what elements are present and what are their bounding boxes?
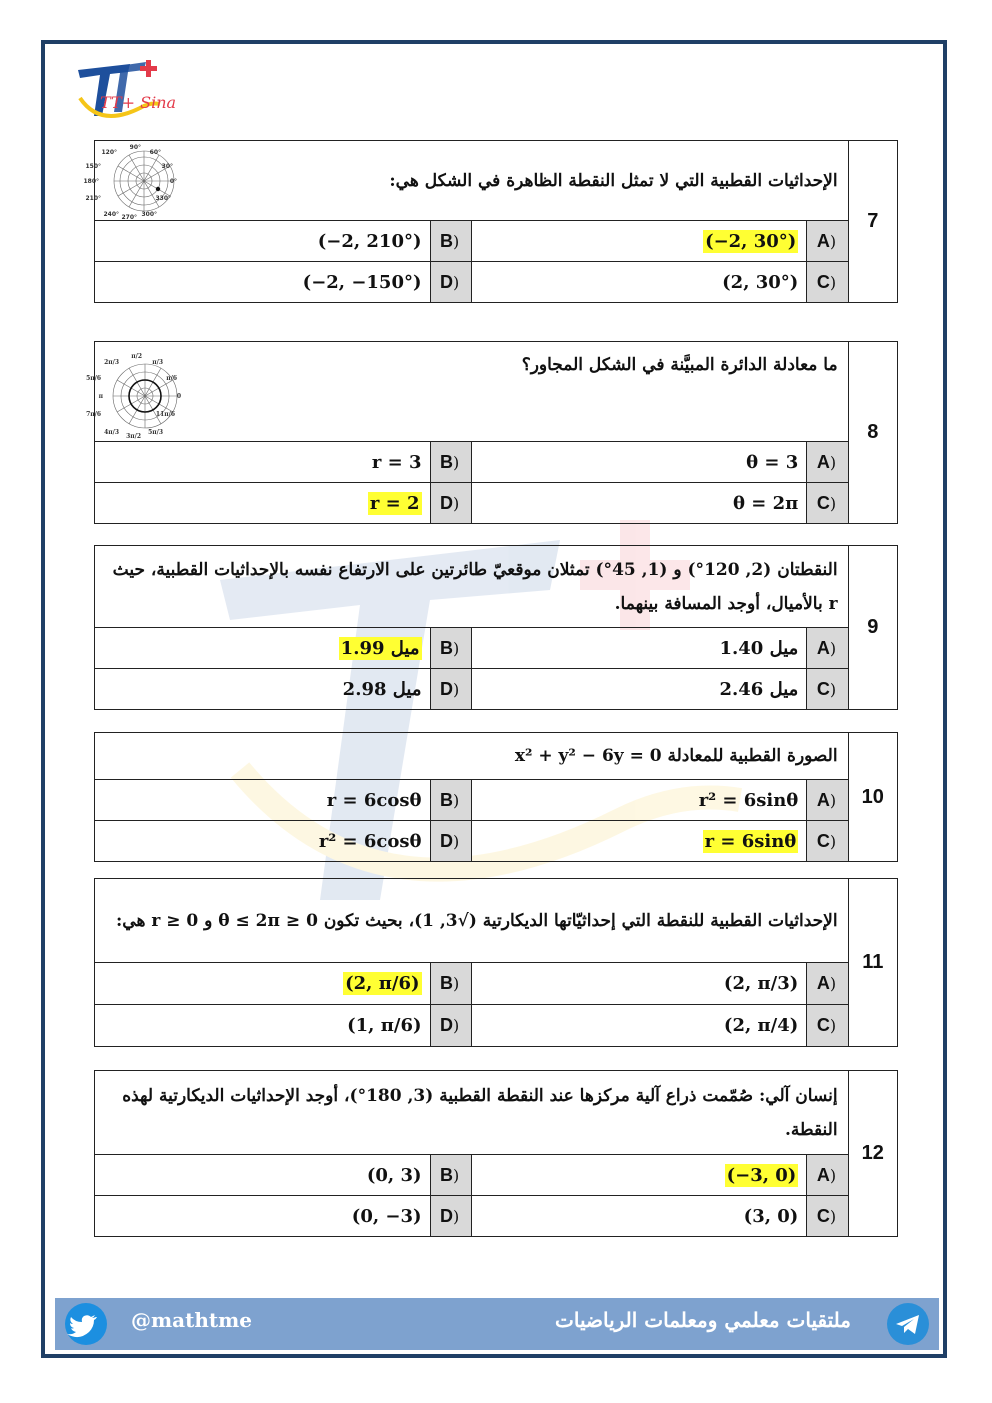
polar-grid-figure — [83, 143, 191, 221]
question-number: 7 — [848, 141, 897, 303]
angle-label: 11π/6 — [155, 411, 175, 418]
option-b[interactable]: (−2, 210°) — [95, 221, 431, 262]
angle-label: 300° — [141, 211, 157, 218]
question-text: الصورة القطبية للمعادلة x² + y² − 6y = 0 — [95, 733, 849, 780]
question-text: النقطتان (2, 120°) و (1, 45°) تمثلان موقعيّ طائرتين على الارتفاع نفسه بالإحداثيات القطبية، حيث r بالأميال، أوجد المسافة بينهما. — [95, 546, 849, 628]
option-c[interactable]: 2.46 ميل — [471, 669, 807, 710]
correct-answer-highlight: r = 6sinθ — [704, 830, 797, 852]
option-label-b: B) — [430, 628, 471, 669]
angle-label: 60° — [149, 149, 161, 156]
logo-text: TT+ Sina — [100, 93, 177, 112]
option-label-d: D) — [430, 1005, 471, 1047]
question-11 — [94, 878, 898, 1047]
option-label-c: C) — [807, 669, 848, 710]
correct-answer-highlight: (2, π/6) — [345, 973, 420, 994]
option-d[interactable]: (0, −3) — [95, 1196, 431, 1237]
polar-circle-figure — [86, 344, 193, 440]
correct-answer-highlight: r = 2 — [369, 492, 420, 514]
angle-label: 5π/3 — [148, 429, 163, 436]
option-label-a: A) — [807, 442, 848, 483]
option-label-a: A) — [807, 221, 848, 262]
option-label-d: D) — [430, 483, 471, 524]
option-c[interactable] — [471, 821, 807, 862]
angle-label: π/6 — [166, 375, 177, 382]
option-label-a: A) — [807, 1155, 848, 1196]
question-text: ما معادلة الدائرة المبيَّنة في الشكل المجاور؟ — [521, 355, 838, 375]
correct-answer-highlight: (−2, 30°) — [705, 230, 797, 252]
option-d[interactable]: (1, π/6) — [95, 1005, 431, 1047]
option-label-d: D) — [430, 821, 471, 862]
angle-label: 150° — [85, 163, 101, 170]
logo — [70, 58, 177, 128]
angle-label: π — [98, 393, 103, 400]
telegram-icon[interactable] — [887, 1303, 929, 1345]
question-number: 9 — [848, 546, 897, 710]
angle-label: 0 — [176, 393, 181, 400]
option-a[interactable] — [471, 1155, 807, 1196]
angle-label: 90° — [129, 144, 141, 151]
option-label-c: C) — [807, 1005, 848, 1047]
option-c[interactable]: θ = 2π — [471, 483, 807, 524]
option-label-a: A) — [807, 628, 848, 669]
question-number: 10 — [848, 733, 897, 862]
question-7 — [83, 140, 898, 303]
question-8 — [86, 341, 898, 524]
angle-label: 180° — [83, 178, 99, 185]
option-a[interactable] — [471, 221, 807, 262]
option-b[interactable] — [95, 963, 431, 1005]
option-label-d: D) — [430, 262, 471, 303]
angle-label: 240° — [103, 211, 119, 218]
angle-label: 270° — [121, 214, 137, 221]
option-label-d: D) — [430, 669, 471, 710]
option-b[interactable]: r = 3 — [95, 442, 431, 483]
question-12 — [94, 1070, 898, 1237]
question-number: 8 — [848, 342, 897, 524]
question-text: الإحداثيات القطبية التي لا تمثل النقطة الظاهرة في الشكل هي: — [389, 170, 838, 191]
option-a[interactable]: 1.40 ميل — [471, 628, 807, 669]
option-b[interactable]: (0, 3) — [95, 1155, 431, 1196]
option-label-a: A) — [807, 780, 848, 821]
question-text: الإحداثيات القطبية للنقطة التي إحداثيّاتها الديكارتية (√3, 1)، بحيث تكون 0 ≤ θ ≤ 2π و r ≥ 0 هي: — [95, 879, 849, 963]
option-b[interactable]: r = 6cosθ — [95, 780, 431, 821]
option-c[interactable]: (2, π/4) — [471, 1005, 807, 1047]
correct-answer-highlight: (−3, 0) — [726, 1164, 797, 1186]
question-10 — [94, 732, 898, 862]
option-d[interactable] — [95, 483, 431, 524]
option-d[interactable]: (−2, −150°) — [95, 262, 431, 303]
angle-label: 3π/2 — [126, 433, 141, 440]
option-label-d: D) — [430, 1196, 471, 1237]
twitter-icon[interactable] — [65, 1303, 107, 1345]
option-label-b: B) — [430, 221, 471, 262]
angle-label: 120° — [101, 149, 117, 156]
angle-label: 5π/6 — [86, 375, 101, 382]
option-c[interactable]: (2, 30°) — [471, 262, 807, 303]
question-number: 12 — [848, 1071, 897, 1237]
option-a[interactable]: (2, π/3) — [471, 963, 807, 1005]
angle-label: 0° — [169, 178, 177, 185]
angle-label: π/2 — [131, 353, 142, 360]
option-label-b: B) — [430, 442, 471, 483]
option-a[interactable]: r² = 6sinθ — [471, 780, 807, 821]
footer-banner — [55, 1298, 939, 1350]
angle-label: 330° — [155, 195, 171, 202]
option-label-b: B) — [430, 963, 471, 1005]
option-c[interactable]: (3, 0) — [471, 1196, 807, 1237]
angle-label: 7π/6 — [86, 411, 101, 418]
option-label-c: C) — [807, 1196, 848, 1237]
question-number: 11 — [848, 879, 897, 1047]
option-label-c: C) — [807, 483, 848, 524]
option-label-c: C) — [807, 262, 848, 303]
option-d[interactable]: 2.98 ميل — [95, 669, 431, 710]
angle-label: 30° — [161, 163, 173, 170]
angle-label: 2π/3 — [104, 359, 119, 366]
plotted-point — [156, 187, 160, 191]
angle-label: 210° — [85, 195, 101, 202]
angle-label: 4π/3 — [104, 429, 119, 436]
option-a[interactable]: θ = 3 — [471, 442, 807, 483]
option-label-a: A) — [807, 963, 848, 1005]
question-text: إنسان آلي: صُمّمت ذراع آلية مركزها عند النقطة القطبية (3, 180°)، أوجد الإحداثيات الديكارتية لهذه النقطة. — [95, 1071, 849, 1155]
angle-label: π/3 — [152, 359, 163, 366]
option-b[interactable] — [95, 628, 431, 669]
footer-title: ملتقيات معلمي ومعلمات الرياضيات — [555, 1308, 851, 1332]
option-label-b: B) — [430, 780, 471, 821]
option-d[interactable]: r² = 6cosθ — [95, 821, 431, 862]
social-handle[interactable]: @mathtme — [131, 1308, 253, 1332]
option-label-b: B) — [430, 1155, 471, 1196]
question-9 — [94, 545, 898, 710]
correct-answer-highlight: 1.99 ميل — [340, 637, 420, 659]
option-label-c: C) — [807, 821, 848, 862]
